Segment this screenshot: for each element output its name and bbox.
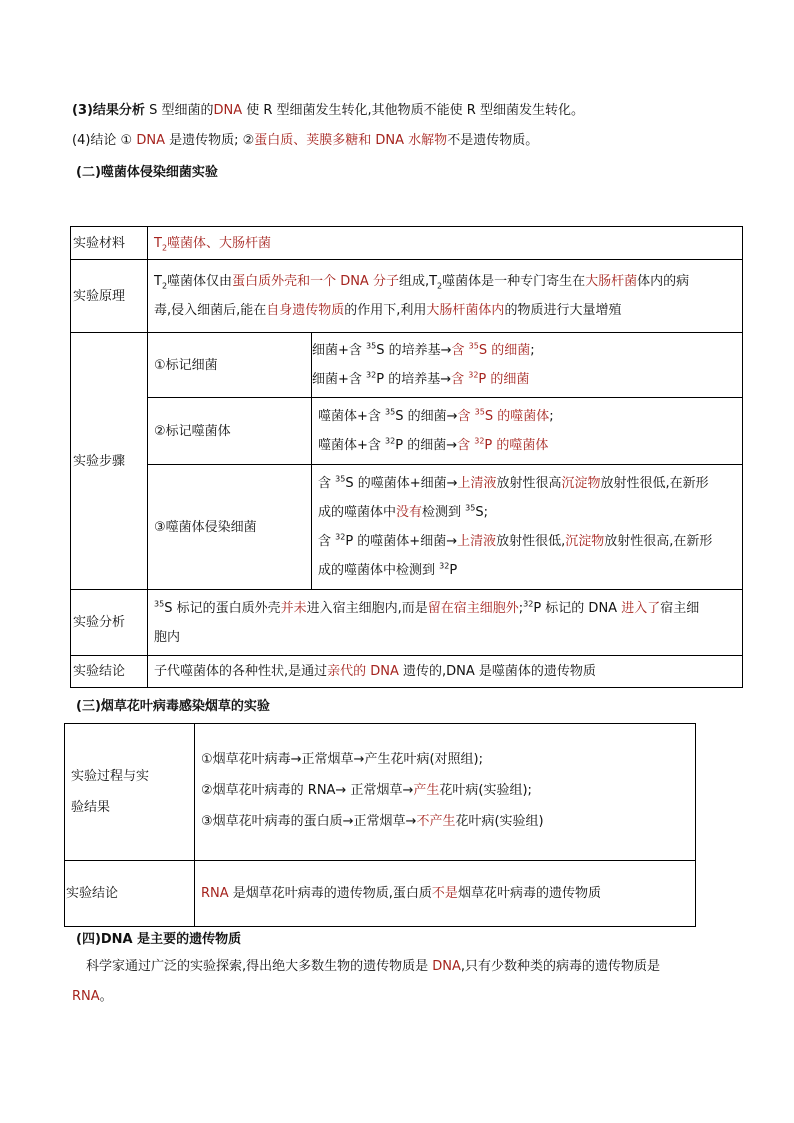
result-analysis-text: S 型细菌的 [144,103,214,118]
phage-conclusion-label: 实验结论 [71,656,148,688]
table-row [71,590,743,656]
heading-dna-main-genetic-material: (四)DNA 是主要的遗传物质 [76,932,242,947]
steps-label: 实验步骤 [71,333,148,590]
result-analysis-line [72,101,584,121]
heading-tmv-experiment: (三)烟草花叶病毒感染烟草的实验 [76,699,270,714]
phage-conclusion-value: 子代噬菌体的各种性状,是通过亲代的 DNA 遗传的,DNA 是噬菌体的遗传物质 [148,656,743,688]
materials-label: 实验材料 [71,227,148,260]
table-row [65,861,696,927]
conclusion-text: 是遗传物质; ② [164,133,255,148]
result-analysis-prefix: (3)结果分析 [72,103,145,118]
conclusion-text-end: 不是遗传物质。 [447,133,539,148]
conclusion-highlight-2: 蛋白质、荚膜多糖和 DNA 水解物 [254,133,448,148]
tmv-process-label: 实验过程与实 验结果 [65,724,195,861]
tmv-conclusion-value: RNA 是烟草花叶病毒的遗传物质,蛋白质不是烟草花叶病毒的遗传物质 [195,861,696,927]
principle-value: $T_2$噬菌体仅由蛋白质外壳和一个 DNA 分子组成$,T_2$噬菌体是一种专门寄生在大肠杆菌体内的病 毒,侵入细菌后,能在自身遗传物质的作用下,利用大肠杆菌体内的物质进行大量增殖 [148,260,743,333]
tmv-process-value: ①烟草花叶病毒→正常烟草→产生花叶病(对照组); ②烟草花叶病毒的 RNA→ 正常烟草→产生花叶病(实验组); ③烟草花叶病毒的蛋白质→正常烟草→不产生花叶病(实验组) [195,724,696,861]
tmv-experiment-table [64,723,696,927]
materials-value: $T_2$噬菌体、大肠杆菌 [148,227,743,260]
table-row [65,724,696,861]
summary-line-2: RNA。 [72,989,113,1004]
step1-value: 细菌+含 $^{35}$S 的培养基→含 $^{35}$S 的细菌; 细菌+含 $^{32}$P 的培养基→含 $^{32}$P 的细菌 [312,333,743,398]
table-row [71,260,743,333]
step3-label: ③噬菌体侵染细菌 [148,465,312,590]
table-row [71,227,743,260]
conclusion-line [72,131,538,151]
tmv-conclusion-label: 实验结论 [65,861,195,927]
heading-phage-experiment: (二)噬菌体侵染细菌实验 [76,165,218,180]
result-analysis-text-end: 使 R 型细菌发生转化,其他物质不能使 R 型细菌发生转化。 [242,103,584,118]
step1-label: ①标记细菌 [148,333,312,398]
analysis-label: 实验分析 [71,590,148,656]
principle-label: 实验原理 [71,260,148,333]
conclusion-prefix: (4)结论 ① [72,133,133,148]
table-row [71,398,743,465]
phage-experiment-table [70,226,743,688]
table-row [71,465,743,590]
step2-value: 噬菌体+含 $^{35}$S 的细菌→含 $^{35}$S 的噬菌体; 噬菌体+含 $^{32}$P 的细菌→含 $^{32}$P 的噬菌体 [312,398,743,465]
step3-value: 含 $^{35}$S 的噬菌体+细菌→上清液放射性很高沉淀物放射性很低,在新形 成的噬菌体中没有检测到 $^{35}$S; 含 $^{32}$P 的噬菌体+细菌→上清液放射性很低,沉淀物放射性很高,在新形 成的噬菌体中检测到 $^{32}$P [312,465,743,590]
conclusion-highlight-1: DNA [132,133,165,148]
analysis-value: $^{35}$S 标记的蛋白质外壳并未进入宿主细胞内,而是留在宿主细胞外;$^{32}$P 标记的 DNA 进入了宿主细 胞内 [148,590,743,656]
step2-label: ②标记噬菌体 [148,398,312,465]
table-row [71,656,743,688]
summary-line-1: 科学家通过广泛的实验探索,得出绝大多数生物的遗传物质是 DNA,只有少数种类的病毒的遗传物质是 [86,959,661,974]
table-row [71,333,743,398]
result-analysis-highlight: DNA [213,103,243,118]
